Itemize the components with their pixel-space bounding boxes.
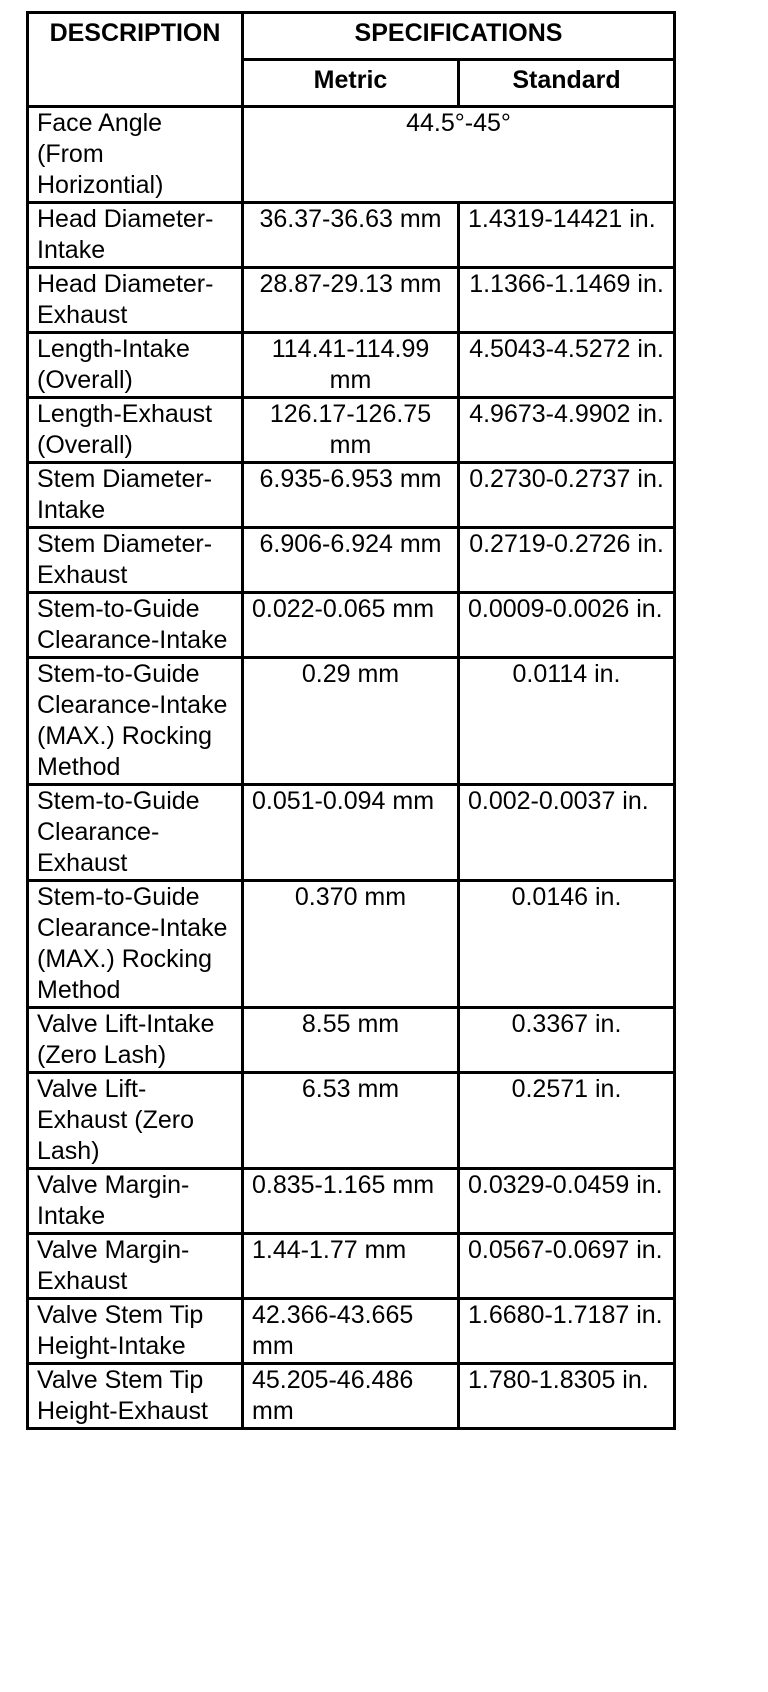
table-row	[28, 528, 675, 593]
row-metric-value: 8.55 mm	[243, 1008, 459, 1073]
row-standard-value: 1.780-1.8305 in.	[459, 1364, 675, 1429]
row-metric-value: 45.205-46.486 mm	[243, 1364, 459, 1429]
row-description: Stem-to-Guide Clearance-Intake	[28, 593, 243, 658]
table-row	[28, 268, 675, 333]
row-metric-value: 28.87-29.13 mm	[243, 268, 459, 333]
row-description: Valve Margin-Intake	[28, 1169, 243, 1234]
table-row	[28, 593, 675, 658]
row-standard-value: 1.1366-1.1469 in.	[459, 268, 675, 333]
row-standard-value: 0.2571 in.	[459, 1073, 675, 1169]
row-description: Stem-to-Guide Clearance-Intake (MAX.) Rocking Method	[28, 658, 243, 785]
row-standard-value: 0.0329-0.0459 in.	[459, 1169, 675, 1234]
table-row-face-angle	[28, 107, 675, 203]
row-description: Head Diameter-Exhaust	[28, 268, 243, 333]
row-description: Valve Stem Tip Height-Intake	[28, 1299, 243, 1364]
specifications-header: SPECIFICATIONS	[243, 13, 675, 60]
row-metric-value: 0.051-0.094 mm	[243, 785, 459, 881]
table-row	[28, 658, 675, 785]
table-row	[28, 333, 675, 398]
standard-header: Standard	[459, 60, 675, 107]
row-metric-value: 36.37-36.63 mm	[243, 203, 459, 268]
row-standard-value: 0.3367 in.	[459, 1008, 675, 1073]
table-row	[28, 1169, 675, 1234]
row-standard-value: 0.0567-0.0697 in.	[459, 1234, 675, 1299]
row-description: Valve Stem Tip Height-Exhaust	[28, 1364, 243, 1429]
row-standard-value: 0.2719-0.2726 in.	[459, 528, 675, 593]
table-row	[28, 785, 675, 881]
description-header: DESCRIPTION	[28, 13, 243, 107]
row-description: Stem Diameter-Exhaust	[28, 528, 243, 593]
row-standard-value: 0.0114 in.	[459, 658, 675, 785]
row-description: Length-Exhaust (Overall)	[28, 398, 243, 463]
row-metric-value: 6.53 mm	[243, 1073, 459, 1169]
row-metric-value: 0.29 mm	[243, 658, 459, 785]
row-standard-value: 4.5043-4.5272 in.	[459, 333, 675, 398]
row-standard-value: 0.0009-0.0026 in.	[459, 593, 675, 658]
row-metric-value: 0.370 mm	[243, 881, 459, 1008]
row-standard-value: 4.9673-4.9902 in.	[459, 398, 675, 463]
table-row	[28, 1008, 675, 1073]
spec-table-body	[28, 107, 675, 1429]
row-metric-value: 0.835-1.165 mm	[243, 1169, 459, 1234]
row-description: Valve Lift-Intake (Zero Lash)	[28, 1008, 243, 1073]
row-standard-value: 1.6680-1.7187 in.	[459, 1299, 675, 1364]
row-description: Stem-to-Guide Clearance-Exhaust	[28, 785, 243, 881]
row-standard-value: 0.2730-0.2737 in.	[459, 463, 675, 528]
row-metric-value: 114.41-114.99 mm	[243, 333, 459, 398]
table-row	[28, 1073, 675, 1169]
row-description: Valve Margin-Exhaust	[28, 1234, 243, 1299]
row-description: Stem-to-Guide Clearance-Intake (MAX.) Rocking Method	[28, 881, 243, 1008]
row-description: Stem Diameter-Intake	[28, 463, 243, 528]
row-metric-value: 6.906-6.924 mm	[243, 528, 459, 593]
table-row	[28, 1299, 675, 1364]
table-row	[28, 463, 675, 528]
row-metric-value: 6.935-6.953 mm	[243, 463, 459, 528]
face-angle-description: Face Angle (From Horizontial)	[28, 107, 243, 203]
table-row	[28, 1234, 675, 1299]
face-angle-value: 44.5°-45°	[243, 107, 675, 203]
row-standard-value: 0.002-0.0037 in.	[459, 785, 675, 881]
row-metric-value: 42.366-43.665 mm	[243, 1299, 459, 1364]
row-metric-value: 126.17-126.75 mm	[243, 398, 459, 463]
row-description: Length-Intake (Overall)	[28, 333, 243, 398]
row-standard-value: 0.0146 in.	[459, 881, 675, 1008]
table-row	[28, 881, 675, 1008]
row-metric-value: 0.022-0.065 mm	[243, 593, 459, 658]
table-row	[28, 1364, 675, 1429]
valve-spec-table	[26, 11, 676, 1430]
table-row	[28, 203, 675, 268]
row-description: Head Diameter-Intake	[28, 203, 243, 268]
header-row-main	[28, 13, 675, 60]
table-row	[28, 398, 675, 463]
row-description: Valve Lift-Exhaust (Zero Lash)	[28, 1073, 243, 1169]
metric-header: Metric	[243, 60, 459, 107]
row-metric-value: 1.44-1.77 mm	[243, 1234, 459, 1299]
row-standard-value: 1.4319-14421 in.	[459, 203, 675, 268]
